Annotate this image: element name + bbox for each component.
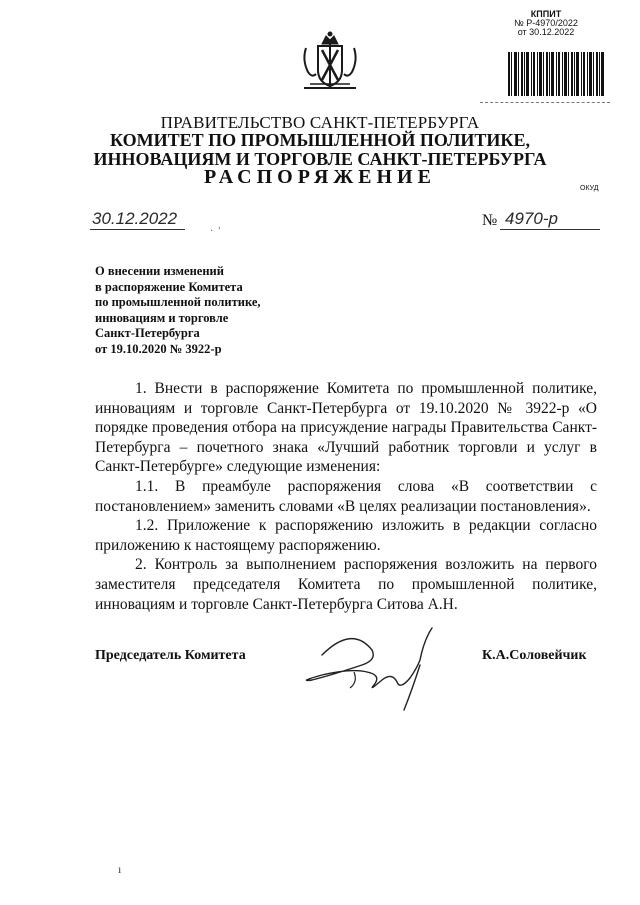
subject-line: О внесении изменений	[95, 264, 224, 278]
subject-line: по промышленной политике,	[95, 295, 261, 309]
committee-title-line2: ИННОВАЦИЯМ И ТОРГОВЛЕ САНКТ-ПЕТЕРБУРГА	[93, 149, 547, 169]
document-date: 30.12.2022	[92, 209, 178, 228]
stamp-reg-number: № Р-4970/2022	[514, 18, 578, 28]
document-type: РАСПОРЯЖЕНИЕ	[204, 166, 436, 188]
document-number: 4970-р	[505, 209, 558, 228]
okud-label: ОКУД	[580, 185, 599, 192]
government-title: ПРАВИТЕЛЬСТВО САНКТ-ПЕТЕРБУРГА	[160, 113, 480, 132]
committee-title-line1: КОМИТЕТ ПО ПРОМЫШЛЕННОЙ ПОЛИТИКЕ,	[110, 130, 530, 150]
number-sign: №	[482, 212, 498, 229]
subject-line: в распоряжение Комитета	[95, 279, 243, 294]
date-underline	[90, 229, 185, 230]
body-paragraph: 2. Контроль за выполнением распоряжения возложить на первого заместителя председателя Комитета по промышленной политике, инновациям и торговле Санкт-Петербурга Ситова А.Н.	[95, 556, 597, 613]
barcode-image	[508, 52, 604, 96]
document-body	[95, 379, 597, 614]
subject-block	[95, 264, 261, 357]
number-underline	[500, 229, 600, 230]
scan-marks: · '	[210, 226, 221, 237]
body-paragraph: 1. Внести в распоряжение Комитета по промышленной политике, инновациям и торговле Санкт-Петербурга от 19.10.2020 № 3922-р «О порядке проведения отбора на присуждение награды Правительства Санкт-Петербурга – почетного знака «Лучший работник торговли и услуг в Санкт-Петербурге» следующие изменения:	[95, 380, 597, 476]
stamp-divider	[480, 102, 610, 103]
body-paragraph: 1.2. Приложение к распоряжению изложить в редакции согласно приложению к настоящему распоряжению.	[95, 517, 597, 554]
handwritten-signature	[292, 620, 442, 720]
subject-line: Санкт-Петербурга	[95, 326, 200, 340]
signatory-role: Председатель Комитета	[95, 648, 246, 663]
coat-of-arms-icon	[300, 30, 360, 96]
signatory-name: К.А.Соловейчик	[482, 648, 587, 663]
registration-stamp	[500, 10, 610, 37]
margin-mark: ı	[118, 862, 122, 876]
subject-line: от 19.10.2020 № 3922-р	[95, 341, 222, 356]
body-paragraph: 1.1. В преамбуле распоряжения слова «В соответствии с постановлением» заменить словами «В целях реализации постановления».	[95, 477, 597, 515]
subject-line: инновациям и торговле	[95, 310, 229, 325]
stamp-reg-date: от 30.12.2022	[517, 27, 575, 37]
stamp-org: КППИТ	[530, 9, 562, 19]
